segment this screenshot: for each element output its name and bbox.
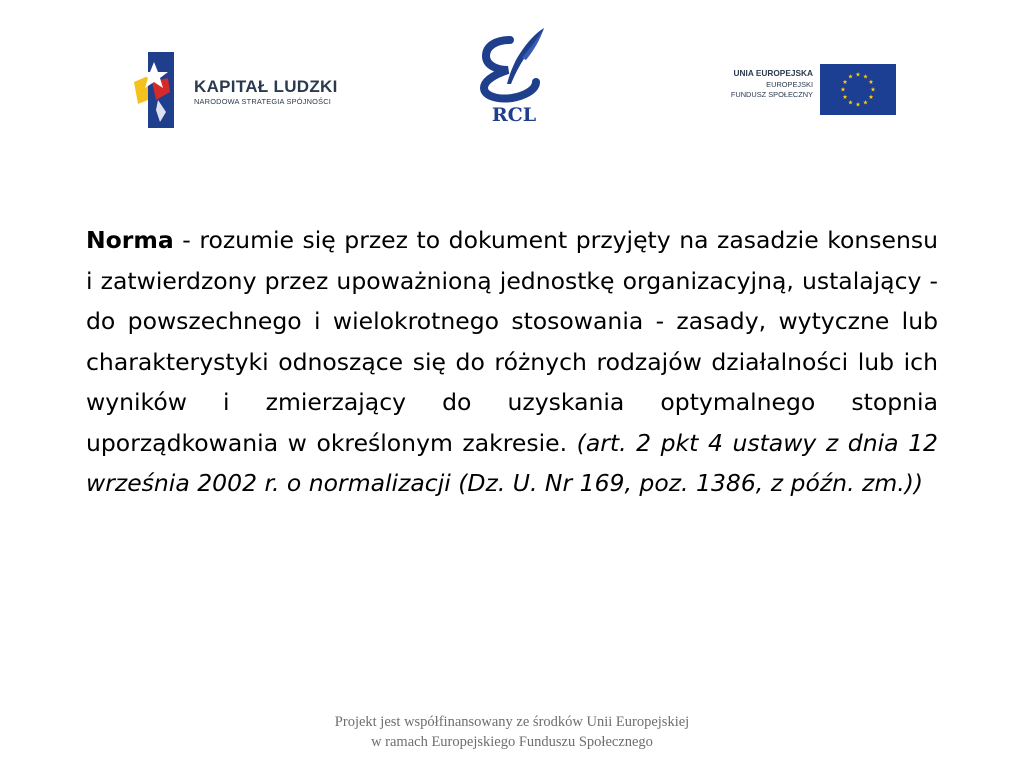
unia-europejska-wordmark	[731, 68, 813, 99]
unia-europejska-line-1: EUROPEJSKI	[766, 80, 813, 90]
rcl-logo-text: RCL	[491, 104, 537, 126]
rcl-logo	[476, 24, 552, 130]
unia-europejska-logo	[705, 64, 899, 118]
definition-citation: (art. 2 pkt 4 ustawy z dnia 12 września 2002 r. o normalizacji (Dz. U. Nr 169, poz. 1386, z późn. zm.))	[86, 428, 938, 497]
kapital-ludzki-wordmark	[194, 78, 338, 105]
kapital-ludzki-title: KAPITAŁ LUDZKI	[194, 77, 338, 96]
definition-paragraph	[86, 220, 938, 504]
kapital-ludzki-emblem-icon	[130, 52, 190, 130]
funding-footer	[0, 712, 1024, 752]
quill-pen-icon	[476, 24, 552, 106]
definition-body: - rozumie się przez to dokument przyjęty na zasadzie konsensu i zatwierdzony przez upoważnioną jednostkę organizacyjną, ustalający - do powszechnego i wielokrotnego stosowania - zasady, wytyczne lub charakterystyki odnoszące się do różnych rodzajów działalności lub ich wyników i zmierzający do uzyskania optymalnego stopnia uporządkowania w określonym zakresie.	[86, 226, 938, 457]
kapital-ludzki-subtitle: NARODOWA STRATEGIA SPÓJNOŚCI	[194, 97, 332, 106]
unia-europejska-title: UNIA EUROPEJSKA	[733, 68, 813, 78]
definition-term: Norma	[86, 226, 174, 254]
footer-line-1: Projekt jest współfinansowany ze środków Unii Europejskiej	[334, 714, 690, 730]
kapital-ludzki-logo	[130, 52, 370, 130]
footer-line-2: w ramach Europejskiego Funduszu Społecznego	[371, 734, 653, 750]
unia-europejska-line-2: FUNDUSZ SPOŁECZNY	[730, 89, 813, 99]
eu-flag-icon	[820, 64, 896, 115]
